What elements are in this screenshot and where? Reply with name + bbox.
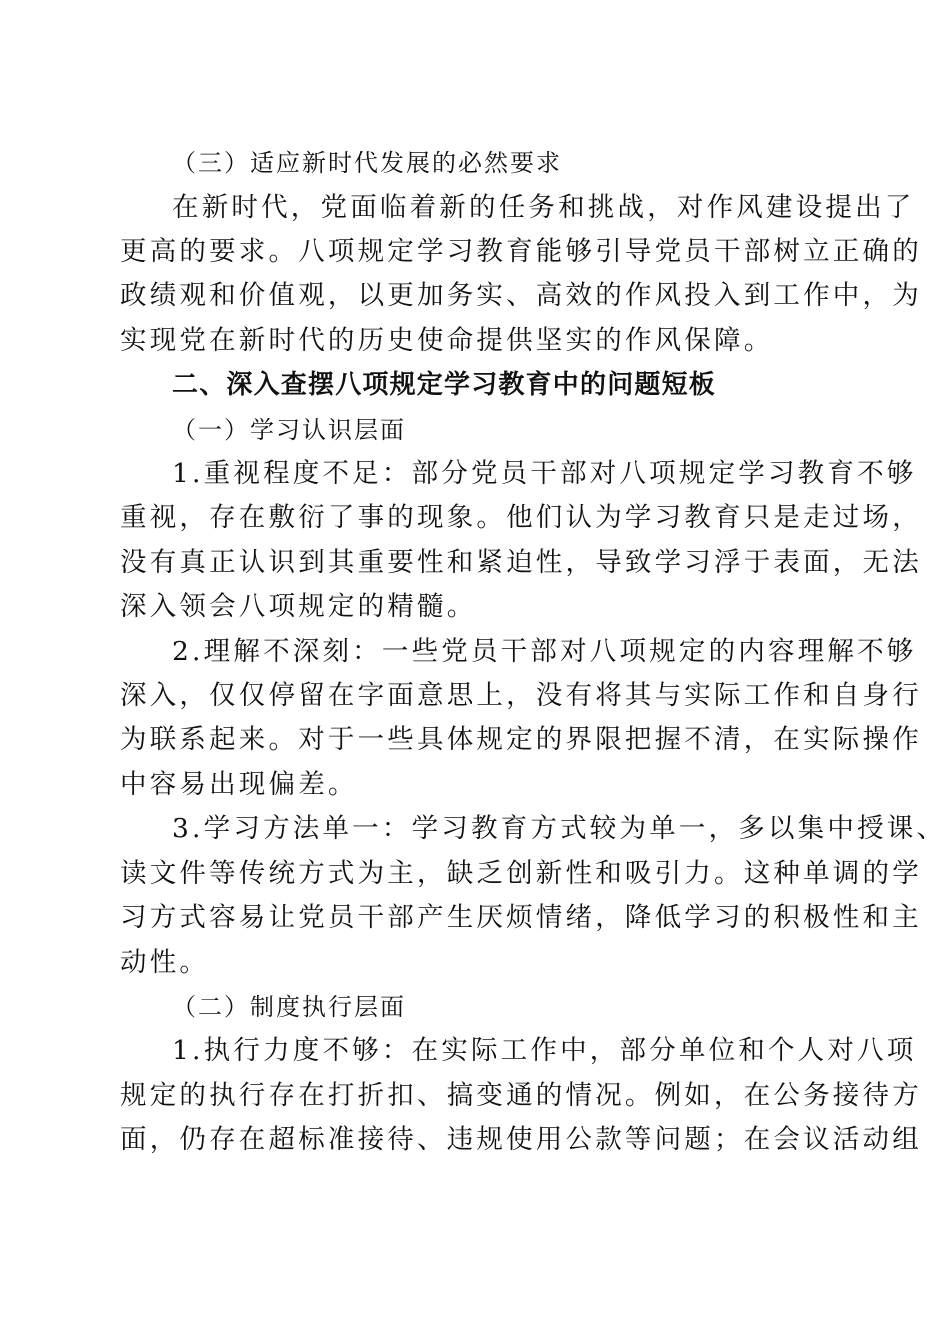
- item3-line-4: 动性。: [120, 947, 210, 978]
- item2-line-4: 中容易出现偏差。: [120, 769, 358, 800]
- section3-line-4: 实现党在新时代的历史使命提供坚实的作风保障。: [120, 325, 774, 356]
- part2-heading: 二、深入查摆八项规定学习教育中的问题短板: [172, 370, 717, 400]
- sub1-heading: （一）学习认识层面: [172, 416, 406, 444]
- item1-line-2: 重视，存在敷衍了事的现象。他们认为学习教育只是走过场，: [120, 502, 922, 533]
- section3-heading: （三）适应新时代发展的必然要求: [172, 149, 562, 177]
- item2-line-2: 深入，仅仅停留在字面意思上，没有将其与实际工作和自身行: [120, 680, 922, 711]
- item4-line-2: 规定的执行存在打折扣、搞变通的情况。例如，在公务接待方: [120, 1080, 922, 1111]
- section3-line-1: 在新时代，党面临着新的任务和挑战，对作风建设提出了: [172, 192, 915, 223]
- item3-line-1: 3.学习方法单一：学习教育方式较为单一，多以集中授课、: [172, 813, 947, 844]
- item3-line-3: 习方式容易让党员干部产生厌烦情绪，降低学习的积极性和主: [120, 902, 922, 933]
- item4-line-3: 面，仍存在超标准接待、违规使用公款等问题；在会议活动组: [120, 1124, 922, 1155]
- section3-line-2: 更高的要求。八项规定学习教育能够引导党员干部树立正确的: [120, 236, 922, 267]
- item1-line-1: 1.重视程度不足：部分党员干部对八项规定学习教育不够: [172, 458, 917, 489]
- item1-line-4: 深入领会八项规定的精髓。: [120, 591, 477, 622]
- item4-line-1: 1.执行力度不够：在实际工作中，部分单位和个人对八项: [172, 1035, 917, 1066]
- sub2-heading: （二）制度执行层面: [172, 993, 406, 1021]
- item2-line-1: 2.理解不深刻：一些党员干部对八项规定的内容理解不够: [172, 636, 917, 667]
- item3-line-2: 读文件等传统方式为主，缺乏创新性和吸引力。这种单调的学: [120, 858, 922, 889]
- section3-line-3: 政绩观和价值观，以更加务实、高效的作风投入到工作中，为: [120, 280, 922, 311]
- item2-line-3: 为联系起来。对于一些具体规定的界限把握不清，在实际操作: [120, 724, 922, 755]
- item1-line-3: 没有真正认识到其重要性和紧迫性，导致学习浮于表面，无法: [120, 547, 922, 578]
